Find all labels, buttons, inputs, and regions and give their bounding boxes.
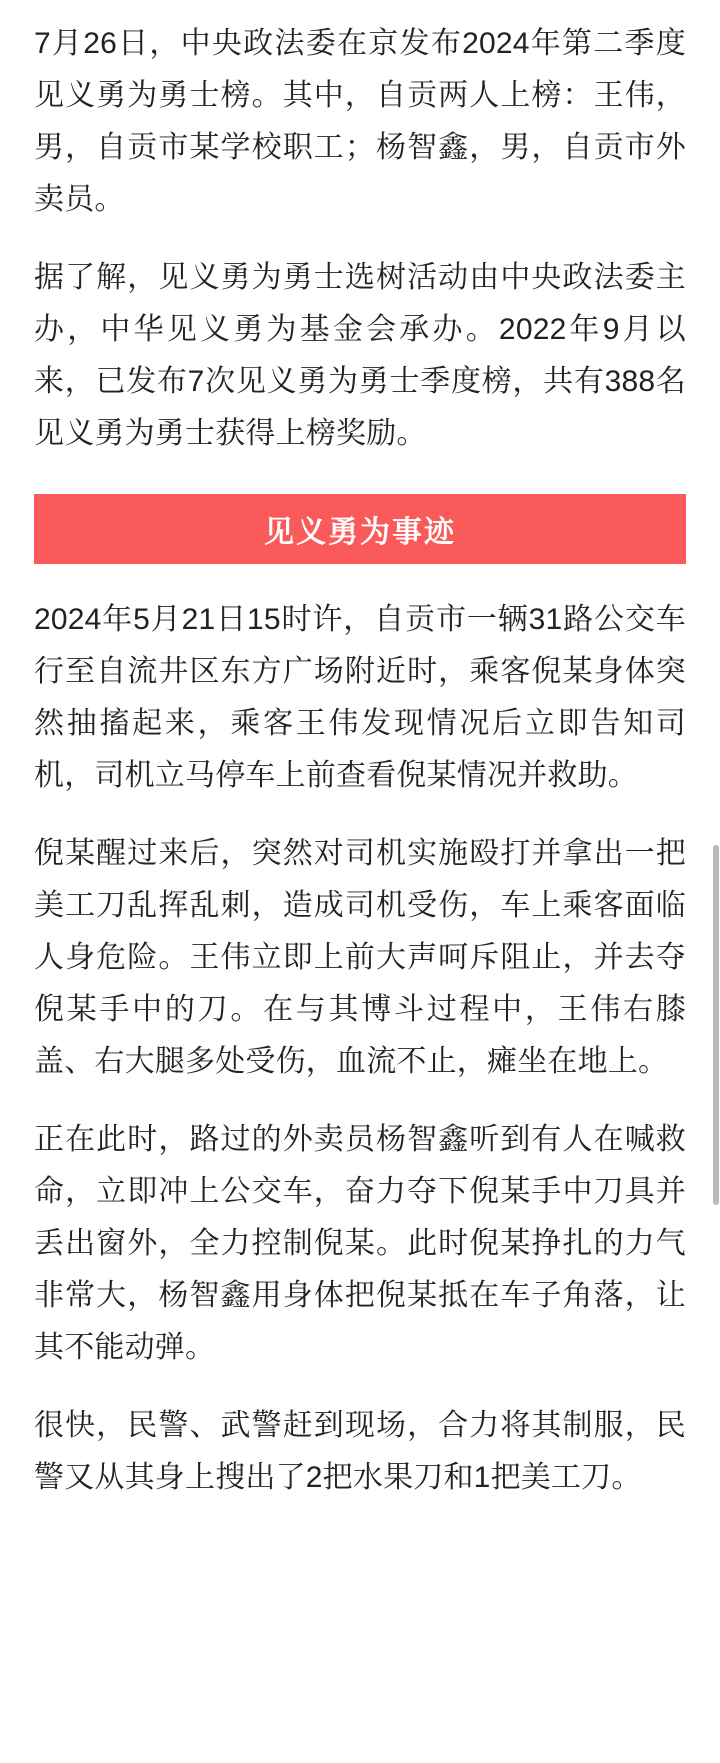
section-banner <box>34 494 686 564</box>
paragraph-intro-1: 7月26日，中央政法委在京发布2024年第二季度见义勇为勇士榜。其中，自贡两人上榜：王伟，男，自贡市某学校职工；杨智鑫，男，自贡市外卖员。 <box>34 27 686 216</box>
paragraph-intro-2: 据了解，见义勇为勇士选树活动由中央政法委主办，中华见义勇为基金会承办。2022年9月以来，已发布7次见义勇为勇士季度榜，共有388名见义勇为勇士获得上榜奖励。 <box>34 261 686 450</box>
scrollbar-thumb[interactable] <box>713 845 719 1205</box>
paragraph-story-2: 倪某醒过来后，突然对司机实施殴打并拿出一把美工刀乱挥乱刺，造成司机受伤，车上乘客面临人身危险。王伟立即上前大声呵斥阻止，并去夺倪某手中的刀。在与其博斗过程中，王伟右膝盖、右大腿多处受伤，血流不止，瘫坐在地上。 <box>34 837 686 1078</box>
scrollbar[interactable] <box>712 0 720 1763</box>
paragraph-story-4: 很快，民警、武警赶到现场，合力将其制服，民警又从其身上搜出了2把水果刀和1把美工刀。 <box>34 1409 686 1494</box>
paragraph-story-3: 正在此时，路过的外卖员杨智鑫听到有人在喊救命，立即冲上公交车，奋力夺下倪某手中刀具并丢出窗外，全力控制倪某。此时倪某挣扎的力气非常大，杨智鑫用身体把倪某抵在车子角落，让其不能动弹。 <box>34 1123 686 1364</box>
paragraph-story-1: 2024年5月21日15时许，自贡市一辆31路公交车行至自流井区东方广场附近时，乘客倪某身体突然抽搐起来，乘客王伟发现情况后立即告知司机，司机立马停车上前查看倪某情况并救助。 <box>34 603 686 792</box>
section-banner-label: 见义勇为事迹 <box>264 516 456 549</box>
